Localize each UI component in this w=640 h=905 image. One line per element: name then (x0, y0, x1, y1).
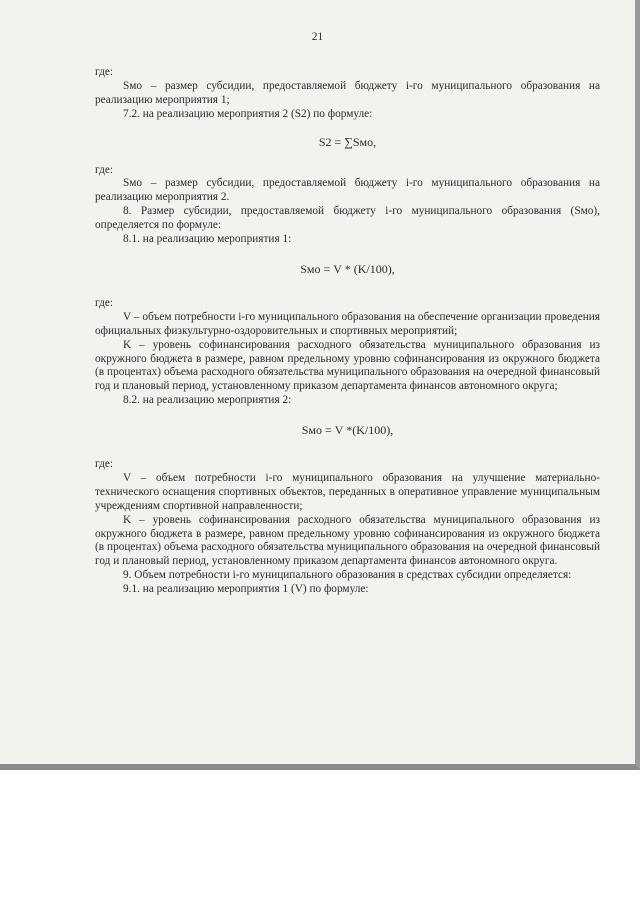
formula-smo-2: Sмо = V *(K/100), (301, 423, 394, 438)
paragraph-item-9-1: 9.1. на реализацию мероприятия 1 (V) по формуле: (123, 583, 369, 596)
document-body (95, 66, 600, 597)
paragraph-item-7-2: 7.2. на реализацию мероприятия 2 (S2) по формуле: (123, 107, 373, 120)
paragraph-item-9: 9. Объем потребности i-го муниципального образования в средствах субсидии определяется: (123, 569, 572, 582)
paragraph-v-definition-2: V – объем потребности i-го муниципального образования на улучшение материально-технического оснащения спортивных объектов, переданных в оперативное управление муниципальным учреждениям спортивной направленности; (95, 471, 600, 512)
paragraph-where: где: (95, 163, 113, 176)
paragraph-item-8-1: 8.1. на реализацию мероприятия 1: (123, 233, 292, 246)
paragraph-smo-definition-1: Sмо – размер субсидии, предоставляемой бюджету i-го муниципального образования на реализацию мероприятия 1; (95, 79, 600, 106)
paragraph-where: где: (95, 458, 113, 471)
formula-smo-1: Sмо = V * (K/100), (300, 261, 395, 276)
paragraph-item-8: 8. Размер субсидии, предоставляемой бюджету i-го муниципального образования (Sмо), определяется по формуле: (95, 205, 600, 232)
formula-s2: S2 = ∑Sмо, (318, 134, 377, 149)
paragraph-k-definition-1: K – уровень софинансирования расходного обязательства муниципального образования из окружного бюджета в размере, равном предельному уровню софинансирования из окружного бюджета (в процентах) объема расходного обязательства муниципального образования на очередной финансовый год и плановый период, установленному приказом департамента финансов автономного округа; (95, 338, 600, 393)
paragraph-where: где: (95, 296, 113, 309)
paragraph-smo-definition-2: Sмо – размер субсидии, предоставляемой бюджету i-го муниципального образования на реализацию мероприятия 2. (95, 177, 600, 204)
paragraph-where: где: (95, 66, 113, 78)
page-number: 21 (311, 31, 324, 43)
paragraph-k-definition-2: K – уровень софинансирования расходного обязательства муниципального образования из окружного бюджета в размере, равном предельному уровню софинансирования из окружного бюджета (в процентах) объема расходного обязательства муниципального образования на очередной финансовый год и плановый период, установленному приказом департамента финансов автономного округа. (95, 513, 600, 568)
paragraph-v-definition-1: V – объем потребности i-го муниципального образования на обеспечение организации проведения официальных физкультурно-оздоровительных и спортивных мероприятий; (95, 310, 600, 337)
paragraph-item-8-2: 8.2. на реализацию мероприятия 2: (123, 394, 292, 407)
